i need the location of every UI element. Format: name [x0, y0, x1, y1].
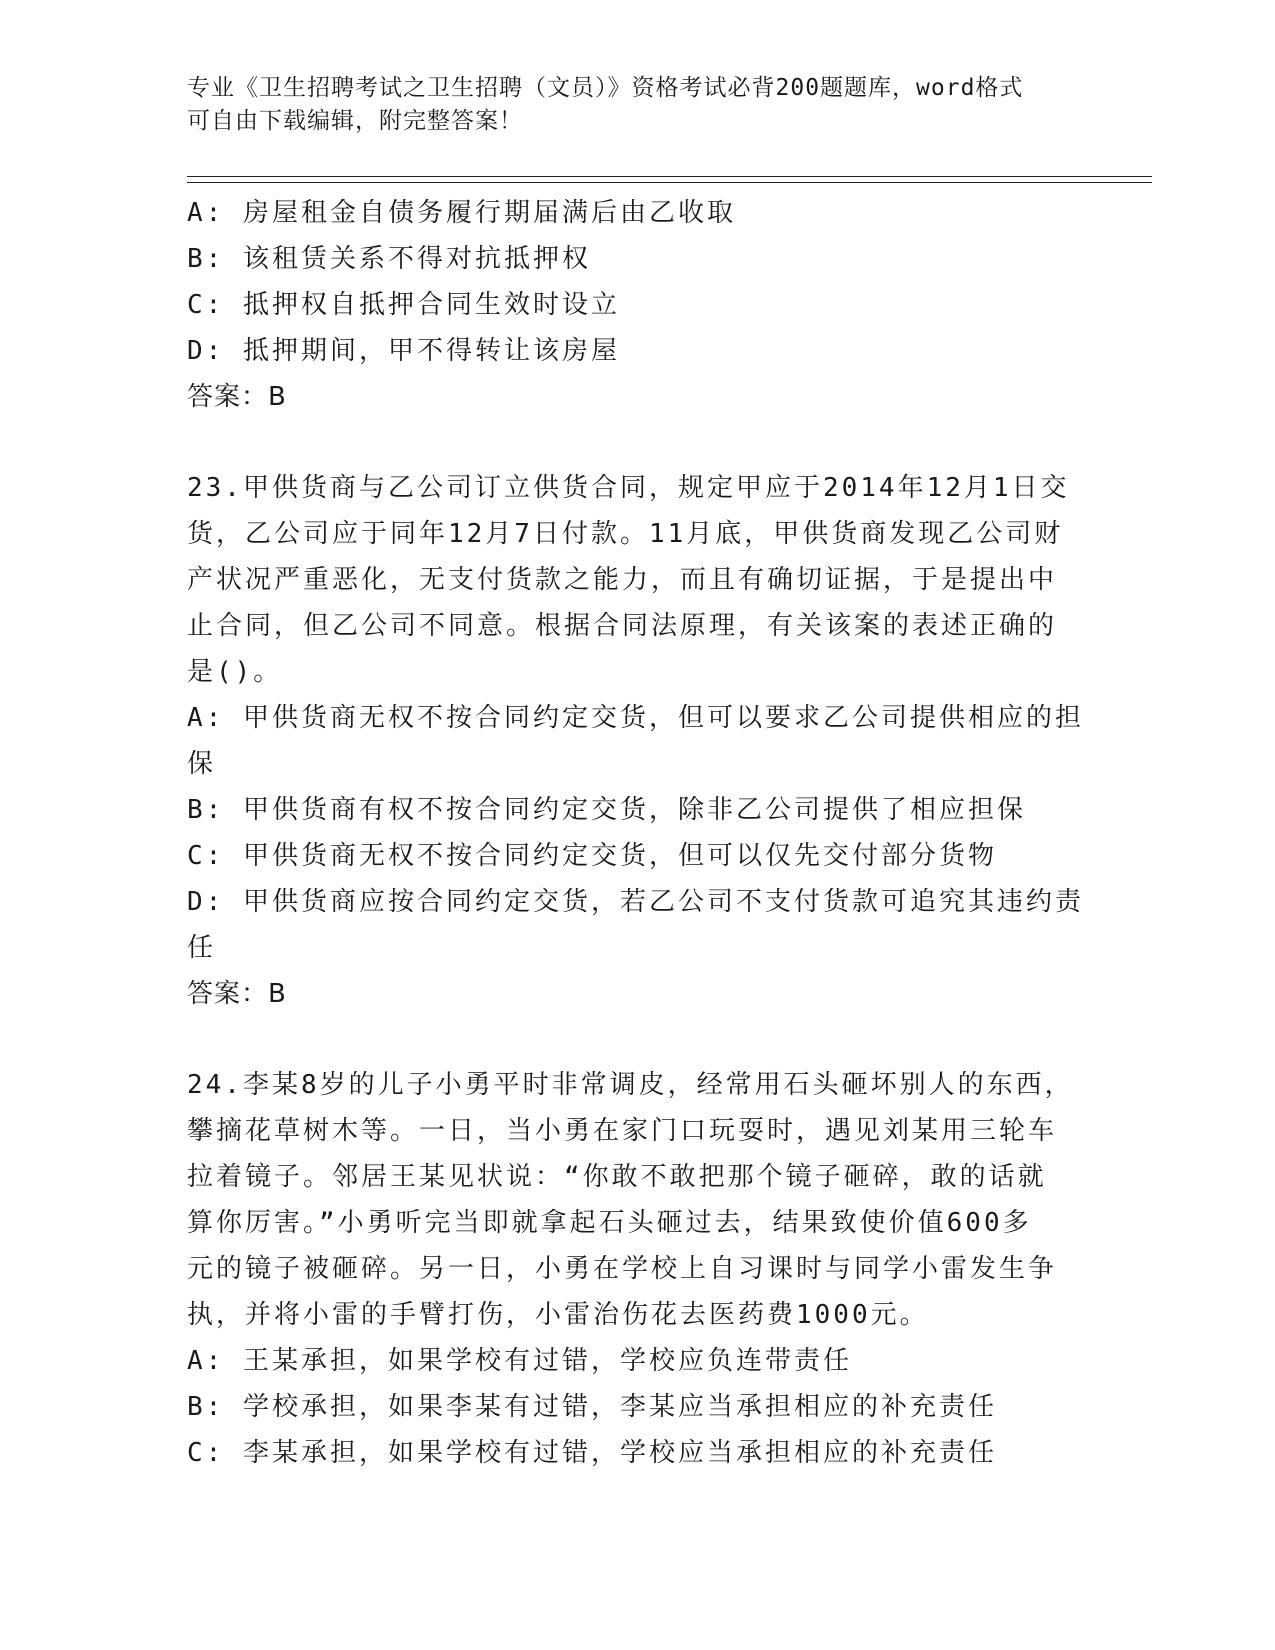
spacer [187, 420, 1077, 465]
question-24-block [187, 1062, 1077, 1476]
question-stem-line: 产状况严重恶化，无支付货款之能力，而且有确切证据，于是提出中 [187, 565, 1058, 595]
question-stem-line: 执，并将小雷的手臂打伤，小雷治伤花去医药费1000元。 [187, 1300, 929, 1330]
option-d: D: 甲供货商应按合同约定交货，若乙公司不支付货款可追究其违约责 [187, 887, 1084, 917]
answer-line: 答案：B [187, 979, 287, 1009]
question-stem-line: 元的镜子被砸碎。另一日，小勇在学校上自习课时与同学小雷发生争 [187, 1254, 1058, 1284]
option-a: A: 王某承担，如果学校有过错，学校应负连带责任 [187, 1346, 852, 1376]
option-a: A: 房屋租金自债务履行期届满后由乙收取 [187, 198, 736, 228]
question-stem-line: 是()。 [187, 657, 283, 687]
header-title-line-2: 可自由下载编辑，附完整答案！ [187, 108, 523, 134]
option-c: C: 抵押权自抵押合同生效时设立 [187, 290, 620, 320]
spacer [187, 1017, 1077, 1062]
question-stem-line: 止合同，但乙公司不同意。根据合同法原理，有关该案的表述正确的 [187, 611, 1058, 641]
question-23-block [187, 465, 1084, 1017]
header-title-line-1: 专业《卫生招聘考试之卫生招聘（文员）》资格考试必背200题题库，word格式 [187, 75, 1024, 101]
question-stem-line: 23.甲供货商与乙公司订立供货合同，规定甲应于2014年12月1日交 [187, 473, 1070, 503]
question-stem-line: 拉着镜子。邻居王某见状说：“你敢不敢把那个镜子砸碎，敢的话就 [187, 1162, 1047, 1192]
document-header [187, 72, 1087, 138]
option-b: B: 甲供货商有权不按合同约定交货，除非乙公司提供了相应担保 [187, 795, 1026, 825]
option-a: A: 甲供货商无权不按合同约定交货，但可以要求乙公司提供相应的担 [187, 703, 1084, 733]
option-d-continued: 任 [187, 933, 217, 963]
document-body [187, 190, 1084, 1476]
option-b: B: 学校承担，如果李某有过错，李某应当承担相应的补充责任 [187, 1392, 997, 1422]
question-stem-line: 攀摘花草树木等。一日，当小勇在家门口玩耍时，遇见刘某用三轮车 [187, 1116, 1058, 1146]
option-a-continued: 保 [187, 749, 217, 779]
question-stem-line: 24.李某8岁的儿子小勇平时非常调皮，经常用石头砸坏别人的东西， [187, 1070, 1074, 1100]
option-b: B: 该租赁关系不得对抗抵押权 [187, 244, 591, 274]
header-divider-bottom [187, 182, 1152, 183]
header-divider-top [187, 176, 1152, 177]
option-c: C: 李某承担，如果学校有过错，学校应当承担相应的补充责任 [187, 1438, 997, 1468]
option-c: C: 甲供货商无权不按合同约定交货，但可以仅先交付部分货物 [187, 841, 997, 871]
question-stem-line: 算你厉害。”小勇听完当即就拿起石头砸过去，结果致使价值600多 [187, 1208, 1032, 1238]
answer-line: 答案：B [187, 382, 287, 412]
option-d: D: 抵押期间，甲不得转让该房屋 [187, 336, 620, 366]
question-22-block [187, 190, 1077, 420]
question-stem-line: 货，乙公司应于同年12月7日付款。11月底，甲供货商发现乙公司财 [187, 519, 1064, 549]
